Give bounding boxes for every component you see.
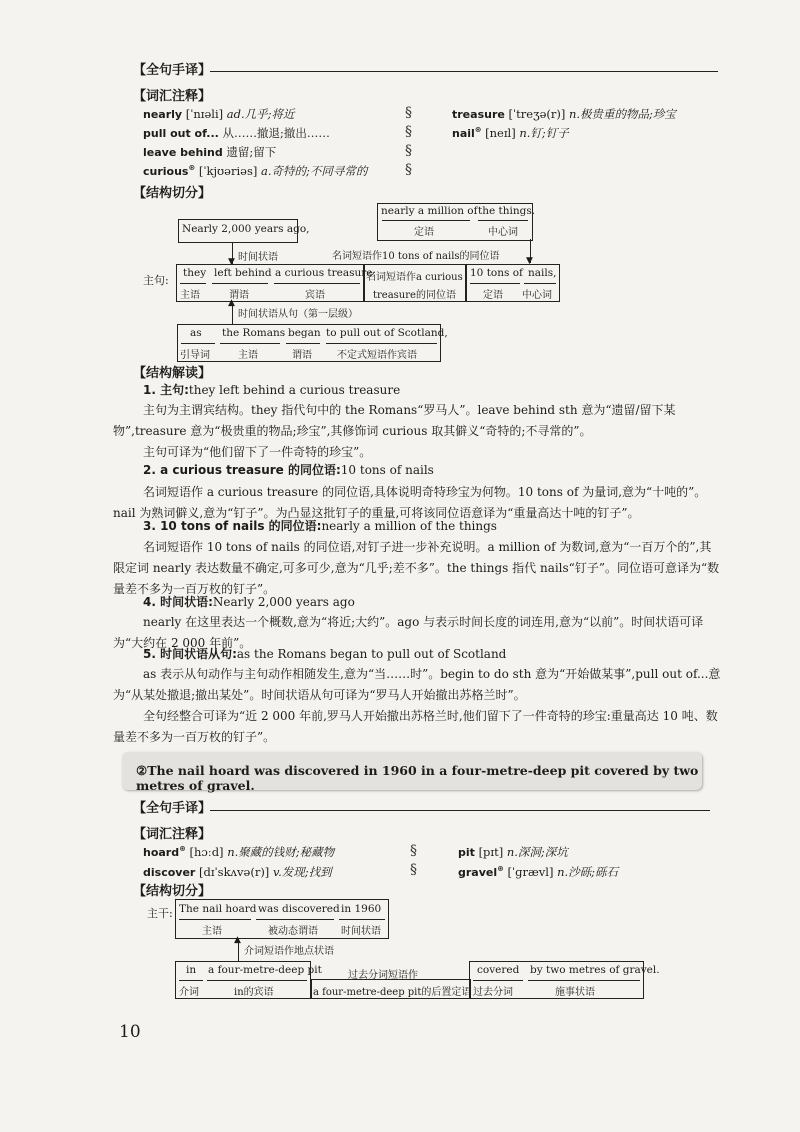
vocab-pull-out-of: pull out of... 从……撤退;撤出…… — [143, 126, 330, 140]
pull-underline — [326, 343, 437, 344]
left-label: 谓语 — [229, 290, 249, 301]
vocab-treasure: treasure [ˈtreʒə(r)] n.极贵重的物品;珍宝 — [452, 107, 676, 121]
pull-label: 不定式短语作宾语 — [337, 350, 417, 361]
point-4-heading: 4. 时间状语:Nearly 2,000 years ago — [143, 595, 355, 609]
pit-label: in的宾语 — [234, 987, 274, 998]
point-3-body: 名词短语作 10 tons of nails 的同位语,对钉子进一步补充说明。a million of 为数词,意为“一百万个的”,其限定词 nearly 表达数量不确定,可多可少,意为“几乎;差不多”。the things 指代 nails“钉子”。同位语可意译为“数量差不多为一百万枚的钉子”。 — [113, 540, 720, 596]
arrow-head: ▼ — [228, 257, 235, 267]
translate-heading-2: 【全句手译】 — [133, 801, 212, 816]
postmodifier-label-b: a four-metre-deep pit的后置定语 — [313, 987, 472, 998]
vocab-discover: discover [dɪˈskʌvə(r)] v.发现;找到 — [143, 865, 332, 879]
divider-squiggle: § § — [410, 843, 417, 878]
things-underline — [478, 220, 528, 221]
hoard-text: The nail hoard — [179, 903, 257, 915]
they-label: 主语 — [180, 290, 200, 301]
postmodifier-label-a: 过去分词短语作 — [348, 970, 418, 981]
arrow-head: ▲ — [234, 935, 241, 945]
arrow-head: ▼ — [526, 256, 533, 266]
vocab-hoard: hoard⊛ [hɔːd] n.聚藏的钱财;秘藏物 — [143, 844, 335, 859]
year-text: in 1960 — [341, 903, 382, 915]
began-underline — [286, 343, 320, 344]
gravel-label: 施事状语 — [555, 987, 595, 998]
vocab-nearly: nearly [ˈnɪəli] ad.几乎;将近 — [143, 107, 295, 121]
tons-text: 10 tons of — [470, 267, 523, 279]
sentence-2-banner — [122, 752, 702, 793]
began-text: began — [288, 327, 321, 339]
nails-text: nails, — [528, 267, 557, 279]
year-underline — [339, 919, 385, 920]
discovered-text: was discovered — [258, 903, 340, 915]
point-5-heading: 5. 时间状语从句:as the Romans began to pull out of Scotland — [143, 647, 507, 661]
point-4-body: nearly 在这里表达一个概数,意为“将近;大约”。ago 与表示时间长度的词连用,意为“以前”。时间状语可译为“大约在 2 000 年前”。 — [113, 615, 704, 650]
clause-label: 时间状语从句（第一层级） — [238, 309, 358, 320]
covered-label: 过去分词 — [473, 987, 513, 998]
covered-underline — [473, 980, 523, 981]
million-text: nearly a million of — [381, 205, 478, 217]
divider-squiggle: § § § § — [405, 105, 412, 178]
million-label: 定语 — [414, 227, 434, 238]
appositive1-label-a: 名词短语作a curious — [366, 272, 463, 283]
trunk-label: 主干: — [147, 907, 173, 920]
things-text: the things. — [478, 205, 536, 217]
vocab-curious: curious⊛ [ˈkjʊəriəs] a.奇特的;不同寻常的 — [143, 163, 368, 178]
main-clause-label: 主句: — [143, 274, 169, 287]
discovered-label: 被动态谓语 — [268, 926, 318, 937]
treasure-label: 宾语 — [305, 290, 325, 301]
point-3-heading: 3. 10 tons of nails 的同位语:nearly a million of the things — [143, 519, 497, 533]
point-2-body: 名词短语作 a curious treasure 的同位语,具体说明奇特珍宝为何物。10 tons of 为量词,意为“十吨的”。nail 为熟词僻义,意为“钉子”。为凸显这批钉子的重量,可将该同位语意译为“重量高达十吨的钉子”。 — [113, 485, 707, 520]
gravel-text: by two metres of gravel. — [530, 964, 660, 976]
point-1-body: 主句为主谓宾结构。they 指代句中的 the Romans“罗马人”。leave behind sth 意为“遗留/留下某物”,treasure 意为“极贵重的物品;珍宝”,其修饰词 curious 取其僻义“奇特的;不寻常的”。 — [113, 403, 676, 438]
structure-heading-1: 【结构切分】 — [133, 186, 212, 201]
point-5-full-translation: 全句经整合可译为“近 2 000 年前,罗马人开始撤出苏格兰时,他们留下了一件奇特的珍宝:重量高达 10 吨、数量差不多为一百万枚的钉子”。 — [113, 709, 718, 744]
translate-blank-line-2[interactable] — [210, 810, 710, 811]
structure-heading-2: 【结构切分】 — [133, 884, 212, 899]
place-label: 介词短语作地点状语 — [244, 946, 334, 957]
romans-underline — [220, 343, 280, 344]
romans-label: 主语 — [238, 350, 258, 361]
left-behind-text: left behind — [214, 267, 272, 279]
began-label: 谓语 — [292, 350, 312, 361]
things-label: 中心词 — [488, 227, 518, 238]
point-1-translation: 主句可译为“他们留下了一件奇特的珍宝”。 — [143, 445, 372, 459]
million-underline — [382, 220, 470, 221]
they-text: they — [183, 267, 207, 279]
vocab-gravel: gravel⊛ [ˈɡrævl] n.沙砾;砾石 — [458, 864, 619, 879]
tons-label: 定语 — [483, 290, 503, 301]
hoard-underline — [179, 919, 251, 920]
pit-underline — [207, 980, 307, 981]
vocab-heading-2: 【词汇注释】 — [133, 827, 212, 842]
vocab-leave-behind: leave behind 遗留;留下 — [143, 145, 277, 159]
in-text: in — [186, 964, 197, 976]
treasure-underline — [274, 283, 360, 284]
nails-label: 中心词 — [522, 290, 552, 301]
sentence-2-text: ②The nail hoard was discovered in 1960 in a four-metre-deep pit covered by two metres of gravel. — [136, 763, 699, 793]
point-2-heading: 2. a curious treasure 的同位语:10 tons of nails — [143, 463, 434, 477]
treasure-text: a curious treasure: — [275, 267, 377, 279]
gravel-underline — [528, 980, 640, 981]
translate-blank-line-1[interactable] — [210, 71, 718, 72]
in-label: 介词 — [179, 987, 199, 998]
point-5-body: as 表示从句动作与主句动作相随发生,意为“当……时”。begin to do sth 意为“开始做某事”,pull out of...意为“从某处撤退;撤出某处”。时间状语从句可译为“罗马人开始撤出苏格兰时”。 — [113, 667, 721, 702]
as-text: as — [190, 327, 202, 339]
nails-underline — [524, 283, 556, 284]
tons-underline — [470, 283, 520, 284]
appositive1-label-b: treasure的同位语 — [373, 290, 456, 301]
vocab-heading-1: 【词汇注释】 — [133, 89, 212, 104]
vocab-nail: nail⊛ [neɪl] n.钉;钉子 — [452, 125, 569, 140]
arrow-head: ▲ — [228, 298, 235, 308]
in-underline — [179, 980, 203, 981]
vocab-pit: pit [pɪt] n.深洞;深坑 — [458, 845, 568, 859]
they-underline — [180, 283, 206, 284]
page-number: 10 — [119, 1022, 141, 1042]
point-1-heading: 1. 主句:they left behind a curious treasure — [143, 383, 401, 397]
analysis-heading-1: 【结构解读】 — [133, 366, 212, 381]
as-underline — [181, 343, 215, 344]
discovered-underline — [256, 919, 334, 920]
hoard-label: 主语 — [202, 926, 222, 937]
romans-text: the Romans — [222, 327, 286, 339]
left-underline — [212, 283, 268, 284]
covered-text: covered — [477, 964, 520, 976]
appositive2-label: 名词短语作10 tons of nails的同位语 — [332, 251, 500, 262]
adverbial-text: Nearly 2,000 years ago, — [182, 223, 310, 235]
pit-text: a four-metre-deep pit — [208, 964, 322, 976]
year-label: 时间状语 — [341, 926, 381, 937]
translate-heading-1: 【全句手译】 — [133, 63, 212, 78]
adverbial-label: 时间状语 — [238, 252, 278, 263]
pull-text: to pull out of Scotland, — [326, 327, 448, 339]
as-label: 引导词 — [180, 350, 210, 361]
